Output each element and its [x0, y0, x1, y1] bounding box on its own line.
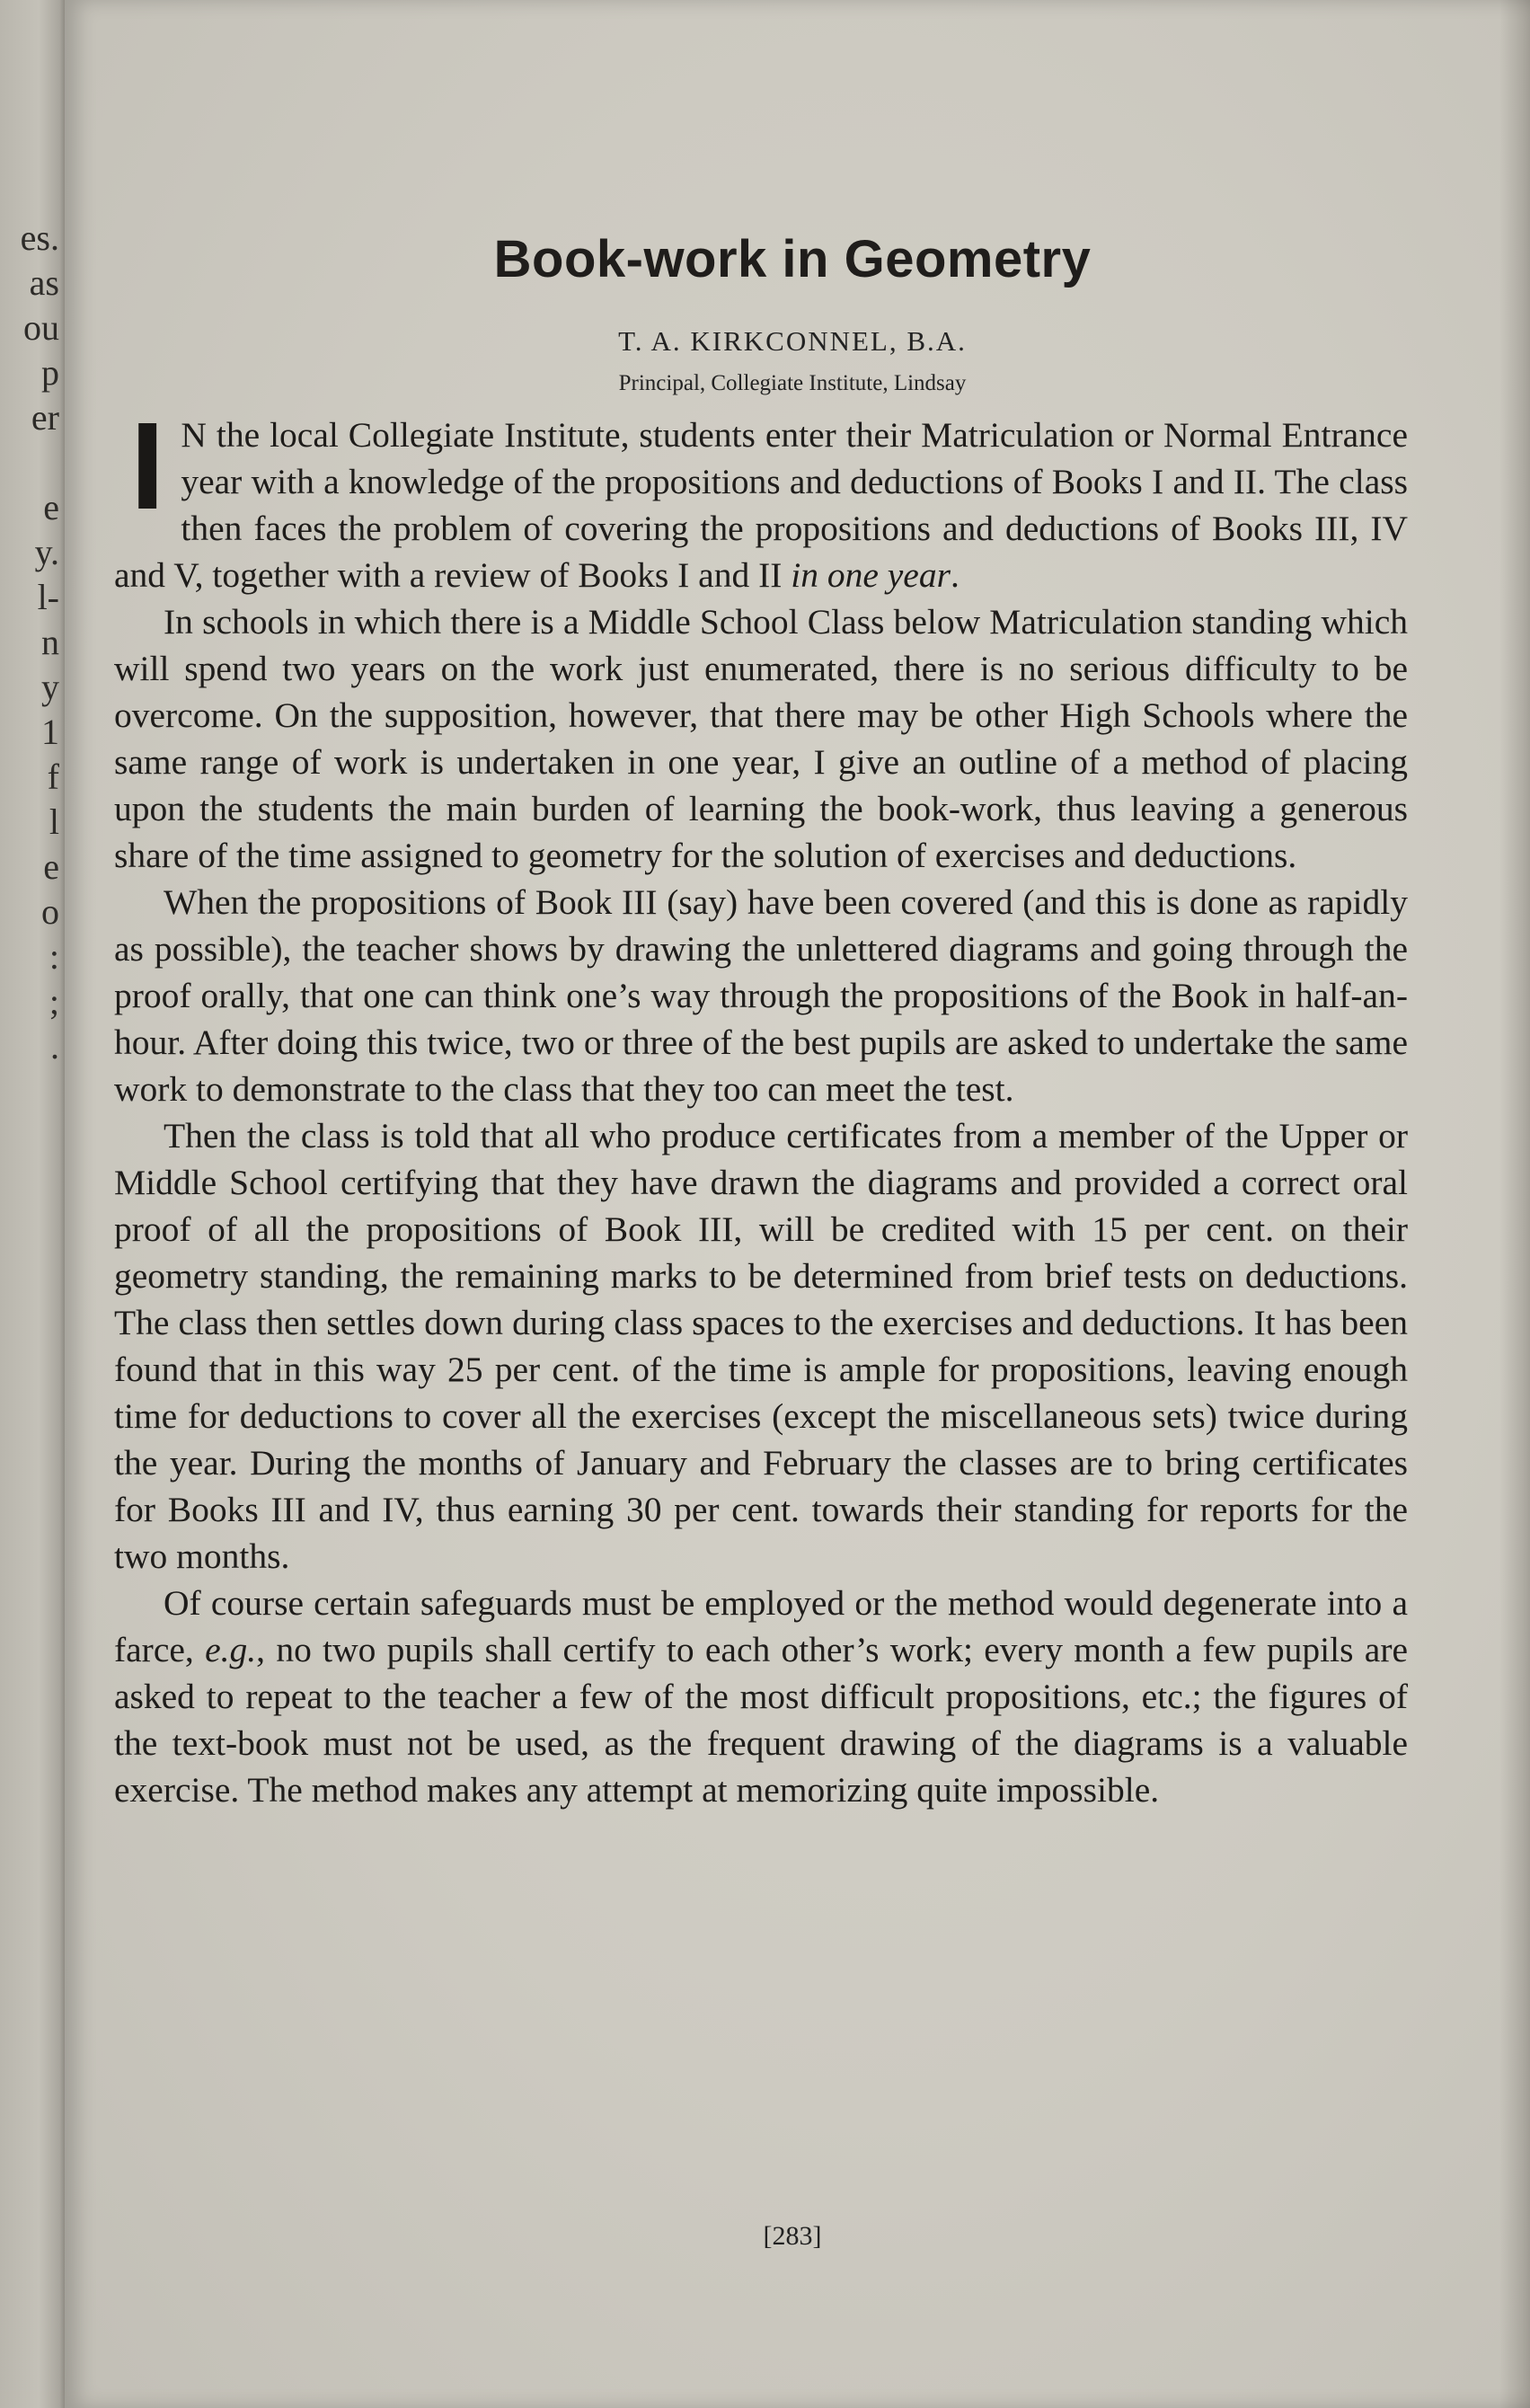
- facing-page-fragment: es.: [20, 217, 59, 258]
- facing-page-fragments: [0, 216, 59, 1069]
- facing-page-edge: [0, 0, 65, 2408]
- facing-page-fragment: l: [49, 801, 59, 842]
- paragraph-5-text: Of course certain safeguards must be employed or the method would degenerate into a farce,: [114, 1583, 1408, 1669]
- facing-page-fragment: as: [29, 262, 59, 303]
- paragraph-5-tail: , no two pupils shall certify to each other’s work; every month a few pupils are asked to repeat to the teacher a few of the most difficult propositions, etc.; the figures of the text-book must not be used, as the frequent drawing of the diagrams is a valuable exercise. The method makes any attempt at memorizing quite impossible.: [114, 1630, 1409, 1810]
- facing-page-fragment: ;: [49, 981, 59, 1022]
- document-page: [65, 0, 1530, 2408]
- article-author: T. A. KIRKCONNEL, B.A.: [618, 325, 967, 357]
- paragraph-1-text: N the local Collegiate Institute, students enter their Matriculation or Normal Entrance year with a knowledge of the propositions and deductions of Books I and II. The class then faces the problem of covering the propositions and deductions of Books III, IV and V, together with a review of Books I and II: [114, 415, 1408, 595]
- paragraph-1-tail: .: [950, 555, 960, 595]
- paragraph-2: In schools in which there is a Middle School Class below Matriculation standing which will spend two years on the work just enumerated, there is no serious difficulty to be overcome. On the supposition, however, that there may be other High Schools where the same range of work is undertaken in one year, I give an outline of a method of placing upon the students the main burden of learning the book-work, thus leaving a generous share of the time assigned to geometry for the solution of exercises and deductions.: [114, 602, 1408, 875]
- paragraph-1-italic: in one year: [791, 555, 951, 595]
- facing-page-fragment: e: [43, 846, 59, 887]
- drop-cap: I: [130, 397, 165, 536]
- facing-page-fragment: l-: [37, 577, 59, 617]
- paragraph-1: [114, 397, 1408, 598]
- page-edge-shadow: [1499, 0, 1530, 2408]
- facing-page-fragment: [0, 440, 59, 485]
- facing-page-fragment: y: [41, 667, 59, 707]
- paragraph-4: Then the class is told that all who produce certificates from a member of the Upper or Middle School certifying that they have drawn the diagrams and provided a correct oral proof of all the propositions of Book III, will be credited with 15 per cent. on their geometry standing, the remaining marks to be determined from brief tests on deductions. The class then settles down during class spaces to the exercises and deductions. It has been found that in this way 25 per cent. of the time is ample for propositions, leaving enough time for deductions to cover all the exercises (except the miscellaneous sets) twice during the year. During the months of January and February the classes are to bring certificates for Books III and IV, thus earning 30 per cent. towards their standing for reports for the two months.: [114, 1116, 1408, 1576]
- paragraph-5: [114, 1580, 1408, 1813]
- facing-page-fragment: :: [49, 936, 59, 977]
- article-body: [114, 397, 1409, 1813]
- paragraph-5-italic: e.g.: [205, 1630, 257, 1669]
- author-affiliation: Principal, Collegiate Institute, Lindsay: [618, 371, 967, 395]
- article-title: Book-work in Geometry: [493, 230, 1092, 288]
- facing-page-fragment: er: [31, 397, 59, 438]
- facing-page-fragment: y.: [34, 532, 59, 572]
- page-number: [283]: [763, 2221, 822, 2251]
- facing-page-fragment: .: [50, 1026, 59, 1067]
- facing-page-fragment: f: [47, 757, 59, 797]
- facing-page-fragment: 1: [41, 712, 59, 752]
- facing-page-fragment: e: [43, 487, 59, 527]
- paragraph-3: When the propositions of Book III (say) have been covered (and this is done as rapidly as possible), the teacher shows by drawing the unlettered diagrams and going through the proof orally, that one can think one’s way through the propositions of the Book in half-an-hour. After doing this twice, two or three of the best pupils are asked to undertake the same work to demonstrate to the class that they too can meet the test.: [114, 882, 1408, 1109]
- facing-page-fragment: ou: [23, 307, 59, 348]
- facing-page-fragment: p: [41, 352, 59, 393]
- facing-page-fragment: o: [41, 891, 59, 932]
- facing-page-fragment: n: [41, 622, 59, 662]
